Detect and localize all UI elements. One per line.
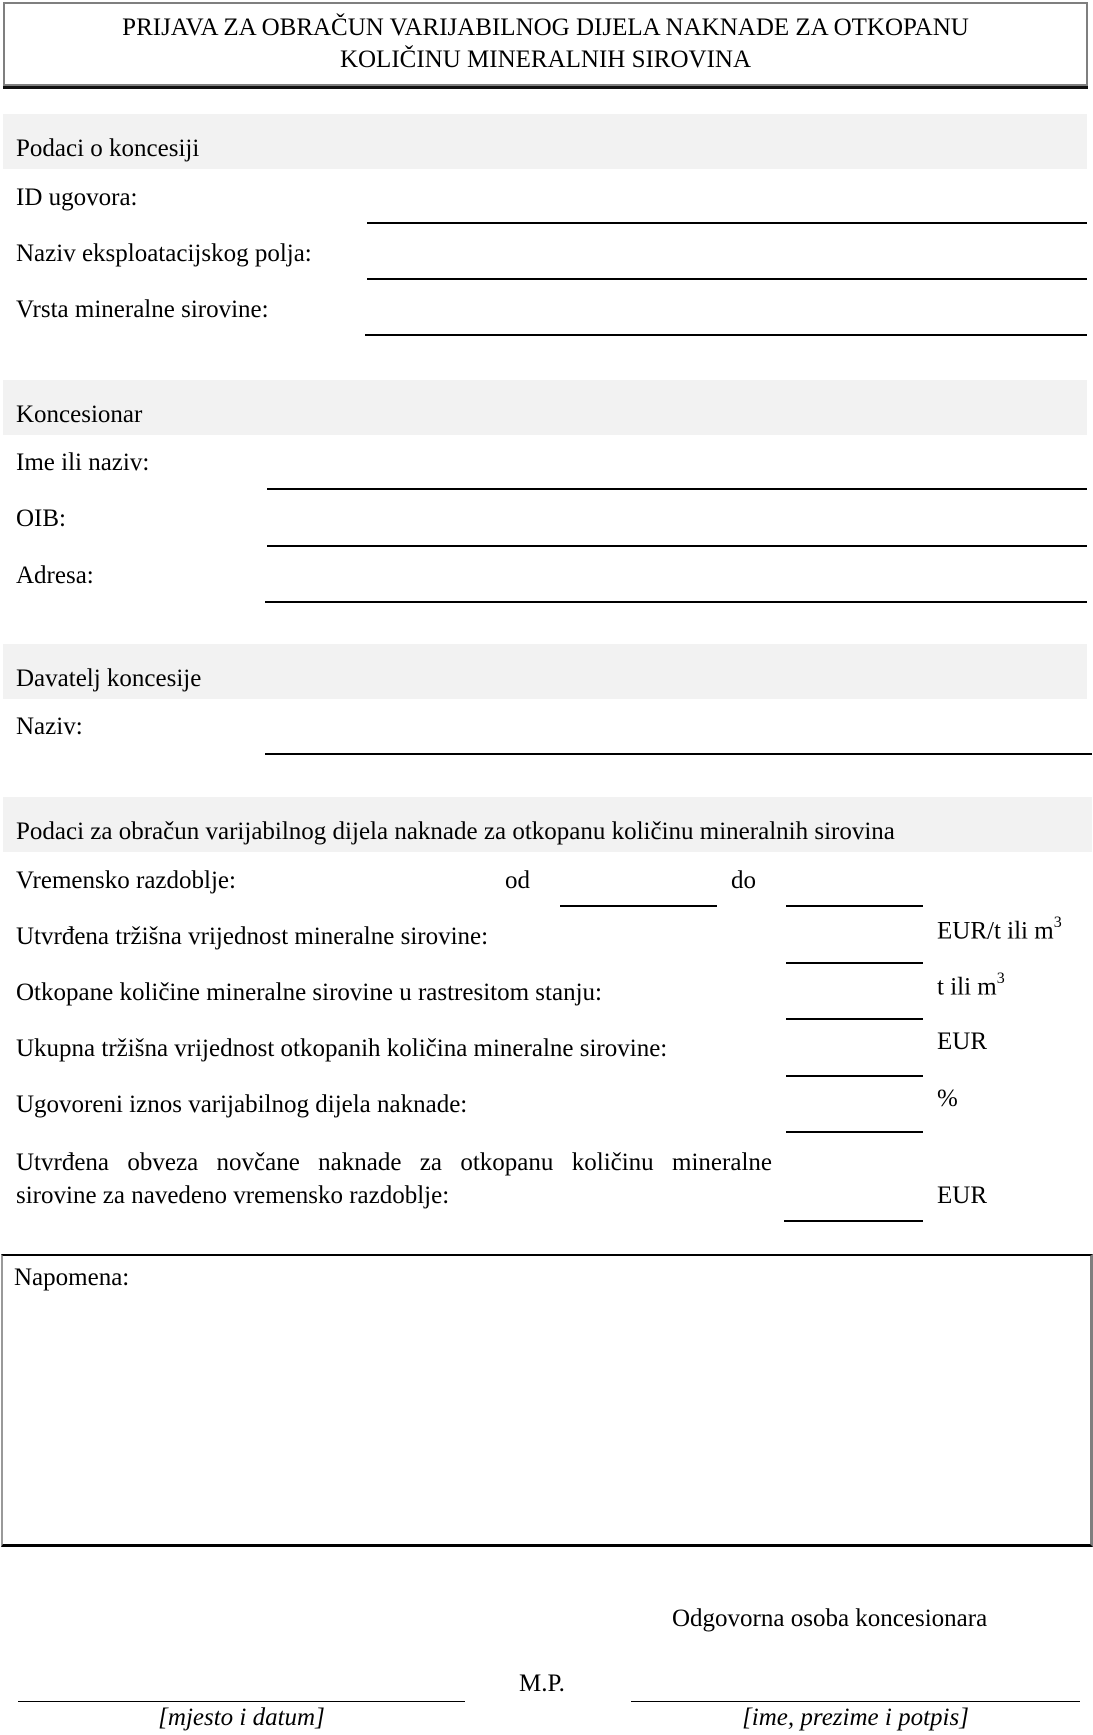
agreed-percentage-input[interactable] bbox=[786, 1131, 923, 1133]
responsible-person-label: Odgovorna osoba koncesionara bbox=[672, 1605, 988, 1632]
field-label-grantor-name: Naziv: bbox=[16, 713, 83, 740]
note-textarea[interactable] bbox=[1, 1254, 1093, 1547]
section-title: Podaci za obračun varijabilnog dijela naknade za otkopanu količinu mineralnih sirovina bbox=[16, 818, 895, 845]
place-date-input[interactable] bbox=[18, 1701, 465, 1702]
section-title: Podaci o koncesiji bbox=[16, 135, 200, 162]
field-label-contract-id: ID ugovora: bbox=[16, 184, 138, 211]
field-label-mineral-type: Vrsta mineralne sirovine: bbox=[16, 296, 269, 323]
period-label: Vremensko razdoblje: bbox=[16, 867, 236, 894]
section-header-concession bbox=[3, 114, 1087, 169]
field-label-field-name: Naziv eksploatacijskog polja: bbox=[16, 240, 312, 267]
section-title: Davatelj koncesije bbox=[16, 665, 202, 692]
excavated-quantity-input[interactable] bbox=[786, 1018, 923, 1020]
excavated-quantity-unit: t ili $m^3$ bbox=[937, 970, 1005, 1001]
fee-obligation-unit: EUR bbox=[937, 1182, 987, 1209]
section-header-calculation bbox=[3, 797, 1092, 852]
excavated-quantity-label: Otkopane količine mineralne sirovine u rastresitom stanju: bbox=[16, 979, 602, 1006]
form-title-line-2: KOLIČINU MINERALNIH SIROVINA bbox=[339, 46, 752, 73]
period-from-input[interactable] bbox=[560, 905, 717, 907]
fee-obligation-label: Utvrđena obveza novčane naknade za otkopanu količinu mineralne sirovine za navedeno vremensko razdoblje: bbox=[16, 1149, 772, 1209]
market-value-input[interactable] bbox=[786, 962, 923, 964]
form-title-line-1: PRIJAVA ZA OBRAČUN VARIJABILNOG DIJELA NAKNADE ZA OTKOPANU bbox=[122, 14, 969, 41]
oib-input[interactable] bbox=[267, 545, 1087, 547]
note-label: Napomena: bbox=[14, 1264, 130, 1291]
grantor-name-input[interactable] bbox=[265, 753, 1092, 755]
name-signature-input[interactable] bbox=[631, 1701, 1080, 1702]
section-title: Koncesionar bbox=[16, 401, 143, 428]
total-market-value-unit: EUR bbox=[937, 1028, 987, 1055]
form-title-box bbox=[3, 2, 1088, 86]
name-signature-caption: [ime, prezime i potpis] bbox=[742, 1704, 969, 1731]
section-header-concessionaire bbox=[3, 380, 1087, 435]
place-date-caption: [mjesto i datum] bbox=[158, 1704, 325, 1731]
concessionaire-name-input[interactable] bbox=[267, 488, 1087, 490]
agreed-percentage-label: Ugovoreni iznos varijabilnog dijela naknade: bbox=[16, 1091, 468, 1118]
period-to-input[interactable] bbox=[786, 905, 923, 907]
total-market-value-label: Ukupna tržišna vrijednost otkopanih količina mineralne sirovine: bbox=[16, 1035, 668, 1062]
mineral-type-input[interactable] bbox=[365, 334, 1087, 336]
market-value-unit: EUR/t ili $m^3$ bbox=[937, 914, 1062, 945]
contract-id-input[interactable] bbox=[367, 222, 1087, 224]
stamp-label: M.P. bbox=[519, 1670, 565, 1697]
section-header-grantor bbox=[3, 644, 1087, 699]
field-label-name: Ime ili naziv: bbox=[16, 449, 150, 476]
address-input[interactable] bbox=[265, 601, 1087, 603]
market-value-label: Utvrđena tržišna vrijednost mineralne sirovine: bbox=[16, 923, 489, 950]
period-to-label: do bbox=[731, 867, 756, 894]
exploitation-field-name-input[interactable] bbox=[367, 278, 1087, 280]
total-market-value-input[interactable] bbox=[786, 1075, 923, 1077]
field-label-oib: OIB: bbox=[16, 505, 66, 532]
period-from-label: od bbox=[505, 867, 530, 894]
field-label-address: Adresa: bbox=[16, 562, 94, 589]
fee-obligation-input[interactable] bbox=[784, 1220, 923, 1222]
agreed-percentage-unit: % bbox=[937, 1085, 958, 1112]
